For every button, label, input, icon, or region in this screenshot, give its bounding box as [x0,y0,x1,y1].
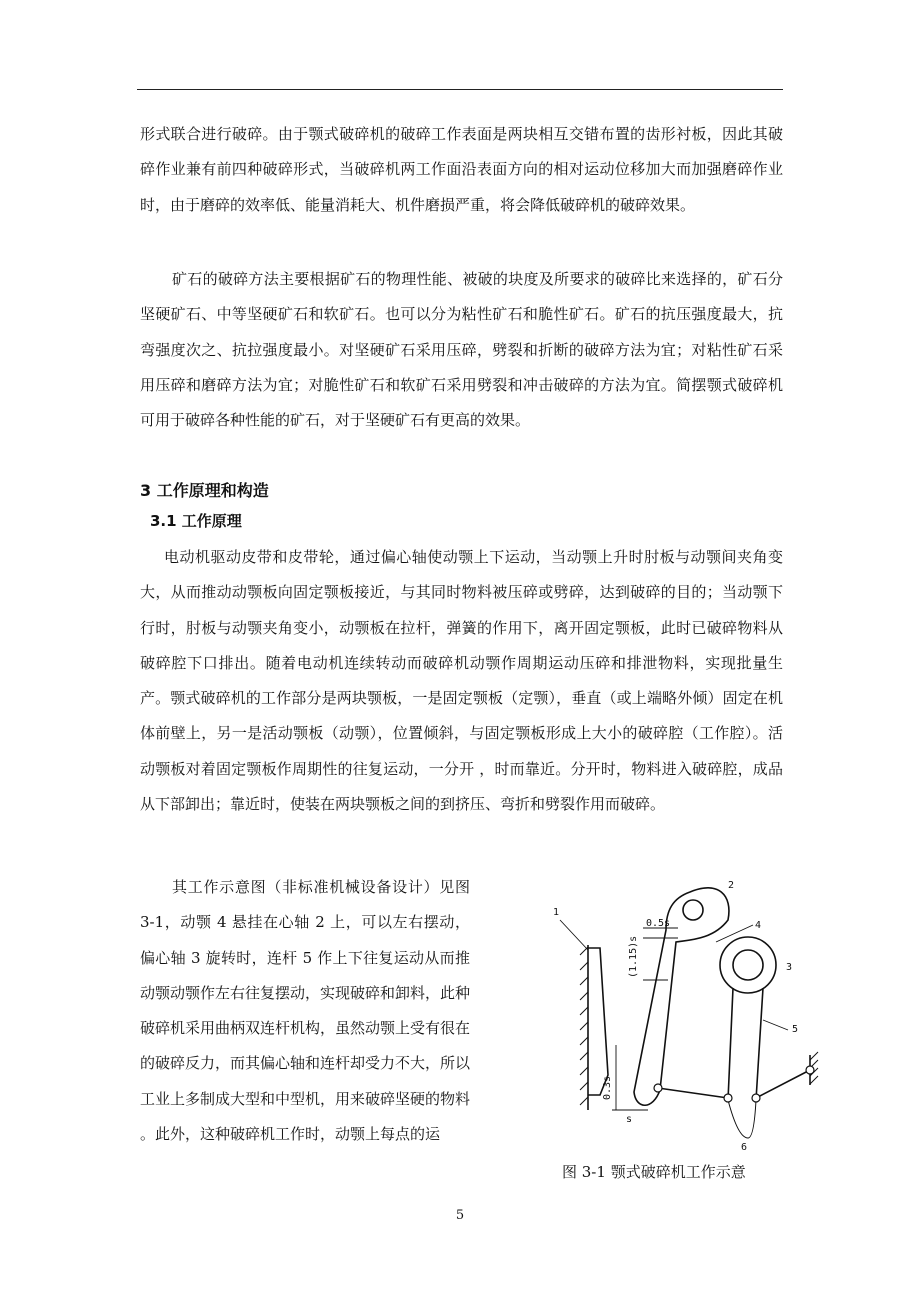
front-toggle-plate [658,1088,728,1098]
label-2: 2 [728,880,735,891]
paragraph-1: 形式联合进行破碎。由于颚式破碎机的破碎工作表面是两块相互交错布置的齿形衬板，因此其破碎作业兼有前四种破碎形式，当破碎机两工作面沿表面方向的相对运动位移加大而加强磨碎作业时，由于磨碎的效率低、能量消耗大、机件磨损严重，将会降低破碎机的破碎效果。 [140,125,783,214]
toggle-arc [728,1100,756,1138]
section-heading: 3 工作原理和构造 [140,481,269,500]
rear-toggle-plate [756,1070,810,1098]
label-6: 6 [741,1142,748,1153]
dim-1-15s: (1.15)s [628,935,639,978]
dim-0-3s: 0.3s [602,1075,613,1100]
dim-s: s [626,1114,633,1125]
label-1: 1 [553,907,560,918]
subsection-heading: 3.1 工作原理 [150,512,242,530]
header-rule [137,89,783,90]
fixed-jaw-hatching [580,947,588,1105]
paragraph-3: 电动机驱动皮带和皮带轮，通过偏心轴使动颚上下运动，当动颚上升时肘板与动颚间夹角变大，从而推动动颚板向固定颚板接近，与其同时物料被压碎或劈碎，达到破碎的目的；当动颚下行时，肘板与动颚夹角变小，动颚板在拉杆，弹簧的作用下，离开固定颚板，此时已破碎物料从破碎腔下口排出。随着电动机连续转动而破碎机动颚作周期运动压碎和排泄物料，实现批量生产。颚式破碎机的工作部分是两块颚板，一是固定颚板（定颚），垂直（或上端略外倾）固定在机体前壁上，另一是活动颚板（动颚），位置倾斜，与固定颚板形成上大小的破碎腔（工作腔）。活动颚板对着固定颚板作周期性的往复运动，一分开 ，时而靠近。分开时，物料进入破碎腔，成品从下部卸出；靠近时，使装在两块颚板之间的到挤压、弯折和劈裂作用而破碎。 [140,548,783,814]
dim-0-5s: 0.5s [646,918,671,929]
connecting-rod [728,988,763,1100]
label-4: 4 [755,920,762,931]
paragraph-2: 矿石的破碎方法主要根据矿石的物理性能、被破的块度及所要求的破碎比来选择的，矿石分坚硬矿石、中等坚硬矿石和软矿石。也可以分为粘性矿石和脆性矿石。矿石的抗压强度最大，抗弯强度次之、抗拉强度最小。对坚硬矿石采用压碎，劈裂和折断的破碎方法为宜；对粘性矿石采用压碎和磨碎方法为宜；对脆性矿石和软矿石采用劈裂和冲击破碎的方法为宜。简摆颚式破碎机可用于破碎各种性能的矿石，对于坚硬矿石有更高的效果。 [140,270,783,430]
page-number: 5 [455,1208,465,1223]
label-5: 5 [792,1024,799,1035]
pivot-shaft-circle [683,900,703,920]
leader-5 [763,1020,788,1030]
figure-caption: 图 3-1 颚式破碎机工作示意 [562,1163,746,1181]
eccentric-inner-circle [733,950,763,980]
paragraph-4: 其工作示意图（非标准机械设备设计）见图 3-1，动颚 4 悬挂在心轴 2 上，可以左右摆动，偏心轴 3 旋转时，连杆 5 作上下往复运动从而推动颚动颚作左右往复摆动，实现破碎和卸料，此种破碎机采用曲柄双连杆机构，虽然动颚上受有很在的破碎反力，而其偏心轴和连杆却受力不大，所以工业上多制成大型和中型机，用来破碎坚硬的物料 。此外，这种破碎机工作时，动颚上每点的运 [140,878,471,1144]
jaw-crusher-diagram [548,870,838,1160]
label-3: 3 [786,962,793,973]
eccentric-outer-circle [720,937,776,993]
fixed-jaw-plate [588,948,608,1095]
leader-1 [560,920,588,950]
